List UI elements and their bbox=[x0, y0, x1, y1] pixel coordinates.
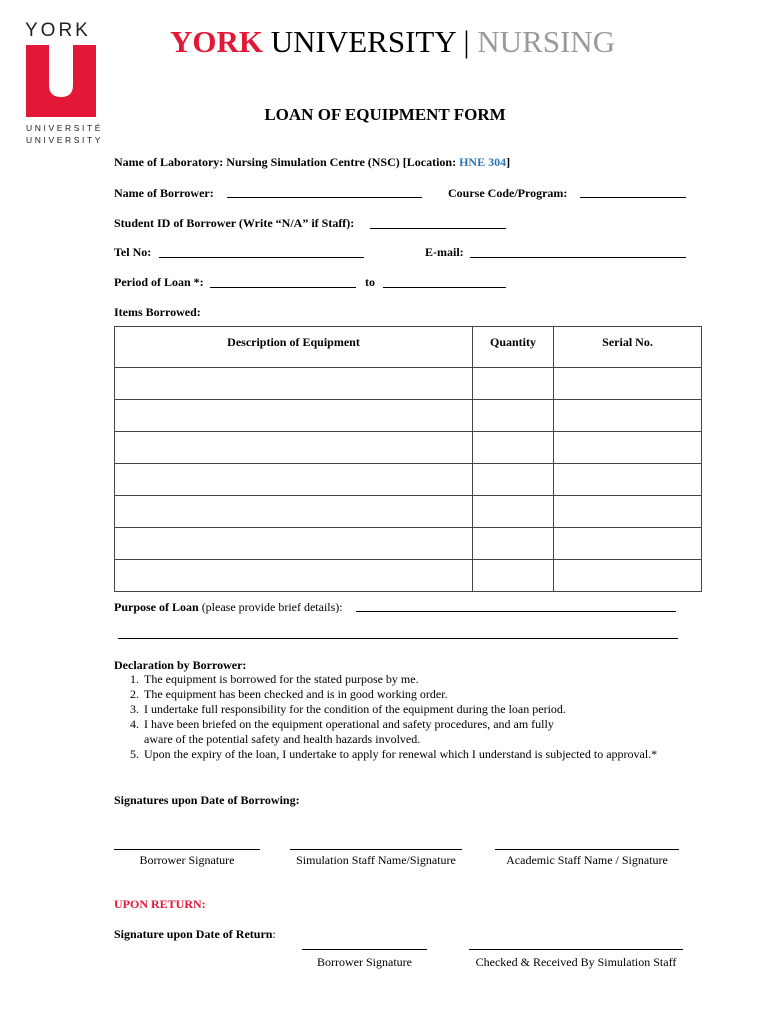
table-row bbox=[115, 496, 702, 528]
table-row bbox=[115, 464, 702, 496]
declaration-item: 4. I have been briefed on the equipment operational and safety procedures, and am fully aware of the potential safety and health hazards involved. bbox=[142, 717, 564, 747]
location-value: HNE 304 bbox=[459, 155, 507, 169]
upon-return-title: UPON RETURN: bbox=[114, 897, 206, 911]
borrower-label: Name of Borrower: bbox=[114, 186, 214, 200]
table-row bbox=[115, 560, 702, 592]
cell-quantity[interactable] bbox=[473, 464, 554, 496]
return-sig-colon: : bbox=[272, 927, 276, 941]
academic-signature-caption: Academic Staff Name / Signature bbox=[506, 853, 668, 867]
cell-description[interactable] bbox=[115, 496, 473, 528]
cell-serial[interactable] bbox=[554, 560, 702, 592]
page-header bbox=[170, 24, 615, 60]
signatures-borrowing-title: Signatures upon Date of Borrowing: bbox=[114, 793, 300, 807]
return-checked-signature-line[interactable] bbox=[469, 949, 683, 950]
logo-sub-universite: UNIVERSITÉ bbox=[26, 123, 104, 133]
email-line[interactable] bbox=[470, 257, 686, 258]
cell-quantity[interactable] bbox=[473, 560, 554, 592]
cell-serial[interactable] bbox=[554, 528, 702, 560]
cell-description[interactable] bbox=[115, 560, 473, 592]
course-label: Course Code/Program: bbox=[448, 186, 568, 200]
declaration-list bbox=[110, 672, 657, 762]
header-description: Description of Equipment bbox=[115, 327, 473, 368]
header-university: UNIVERSITY | bbox=[270, 24, 470, 59]
sim-staff-signature-caption: Simulation Staff Name/Signature bbox=[296, 853, 456, 867]
table-row bbox=[115, 528, 702, 560]
email-label: E-mail: bbox=[425, 245, 464, 259]
borrower-signature-line[interactable] bbox=[114, 849, 260, 850]
laboratory-label: Name of Laboratory: Nursing Simulation Centre (NSC) [Location: bbox=[114, 155, 457, 169]
sim-staff-signature-line[interactable] bbox=[290, 849, 462, 850]
cell-serial[interactable] bbox=[554, 432, 702, 464]
declaration-title: Declaration by Borrower: bbox=[114, 658, 247, 672]
tel-label: Tel No: bbox=[114, 245, 152, 259]
form-title: LOAN OF EQUIPMENT FORM bbox=[264, 105, 506, 124]
declaration-item: 5. Upon the expiry of the loan, I undertake to apply for renewal which I understand is subjected to approval.* bbox=[142, 747, 657, 762]
declaration-item: 2. The equipment has been checked and is in good working order. bbox=[142, 687, 657, 702]
cell-quantity[interactable] bbox=[473, 528, 554, 560]
period-label: Period of Loan *: bbox=[114, 275, 204, 289]
header-quantity: Quantity bbox=[473, 327, 554, 368]
borrower-signature-caption: Borrower Signature bbox=[139, 853, 235, 867]
cell-description[interactable] bbox=[115, 464, 473, 496]
header-serial: Serial No. bbox=[554, 327, 702, 368]
declaration-item: 1. The equipment is borrowed for the stated purpose by me. bbox=[142, 672, 657, 687]
period-start-line[interactable] bbox=[210, 287, 356, 288]
laboratory-field bbox=[114, 155, 510, 170]
return-borrower-signature-line[interactable] bbox=[302, 949, 427, 950]
header-york: YORK bbox=[170, 24, 263, 59]
items-table bbox=[114, 326, 702, 592]
header-nursing: NURSING bbox=[477, 24, 616, 59]
purpose-label bbox=[114, 600, 343, 615]
logo-sub-university: UNIVERSITY bbox=[26, 135, 104, 145]
cell-serial[interactable] bbox=[554, 400, 702, 432]
course-code-line[interactable] bbox=[580, 197, 686, 198]
cell-description[interactable] bbox=[115, 368, 473, 400]
table-row bbox=[115, 400, 702, 432]
student-id-line[interactable] bbox=[370, 228, 506, 229]
to-label: to bbox=[365, 275, 375, 289]
table-row bbox=[115, 432, 702, 464]
cell-serial[interactable] bbox=[554, 496, 702, 528]
return-sig-label-bold: Signature upon Date of Return bbox=[114, 927, 273, 941]
logo-york-word: YORK bbox=[25, 20, 91, 41]
cell-quantity[interactable] bbox=[473, 496, 554, 528]
location-close: ] bbox=[506, 155, 511, 169]
purpose-line-1[interactable] bbox=[356, 611, 676, 612]
cell-serial[interactable] bbox=[554, 464, 702, 496]
academic-signature-line[interactable] bbox=[495, 849, 679, 850]
cell-quantity[interactable] bbox=[473, 400, 554, 432]
purpose-label-rest: (please provide brief details): bbox=[201, 600, 343, 614]
student-id-label: Student ID of Borrower (Write “N/A” if Staff): bbox=[114, 216, 355, 230]
borrower-name-line[interactable] bbox=[227, 197, 422, 198]
cell-quantity[interactable] bbox=[473, 368, 554, 400]
return-borrower-caption: Borrower Signature bbox=[317, 955, 412, 969]
purpose-line-2[interactable] bbox=[118, 638, 678, 639]
table-header-row bbox=[115, 327, 702, 368]
table-row bbox=[115, 368, 702, 400]
cell-description[interactable] bbox=[115, 400, 473, 432]
return-checked-caption: Checked & Received By Simulation Staff bbox=[475, 955, 677, 969]
tel-line[interactable] bbox=[159, 257, 364, 258]
cell-description[interactable] bbox=[115, 528, 473, 560]
cell-description[interactable] bbox=[115, 432, 473, 464]
purpose-label-bold: Purpose of Loan bbox=[114, 600, 199, 614]
period-end-line[interactable] bbox=[383, 287, 506, 288]
items-label: Items Borrowed: bbox=[114, 305, 201, 319]
cell-quantity[interactable] bbox=[473, 432, 554, 464]
cell-serial[interactable] bbox=[554, 368, 702, 400]
return-signature-label bbox=[114, 927, 276, 942]
declaration-item: 3. I undertake full responsibility for the condition of the equipment during the loan period. bbox=[142, 702, 657, 717]
